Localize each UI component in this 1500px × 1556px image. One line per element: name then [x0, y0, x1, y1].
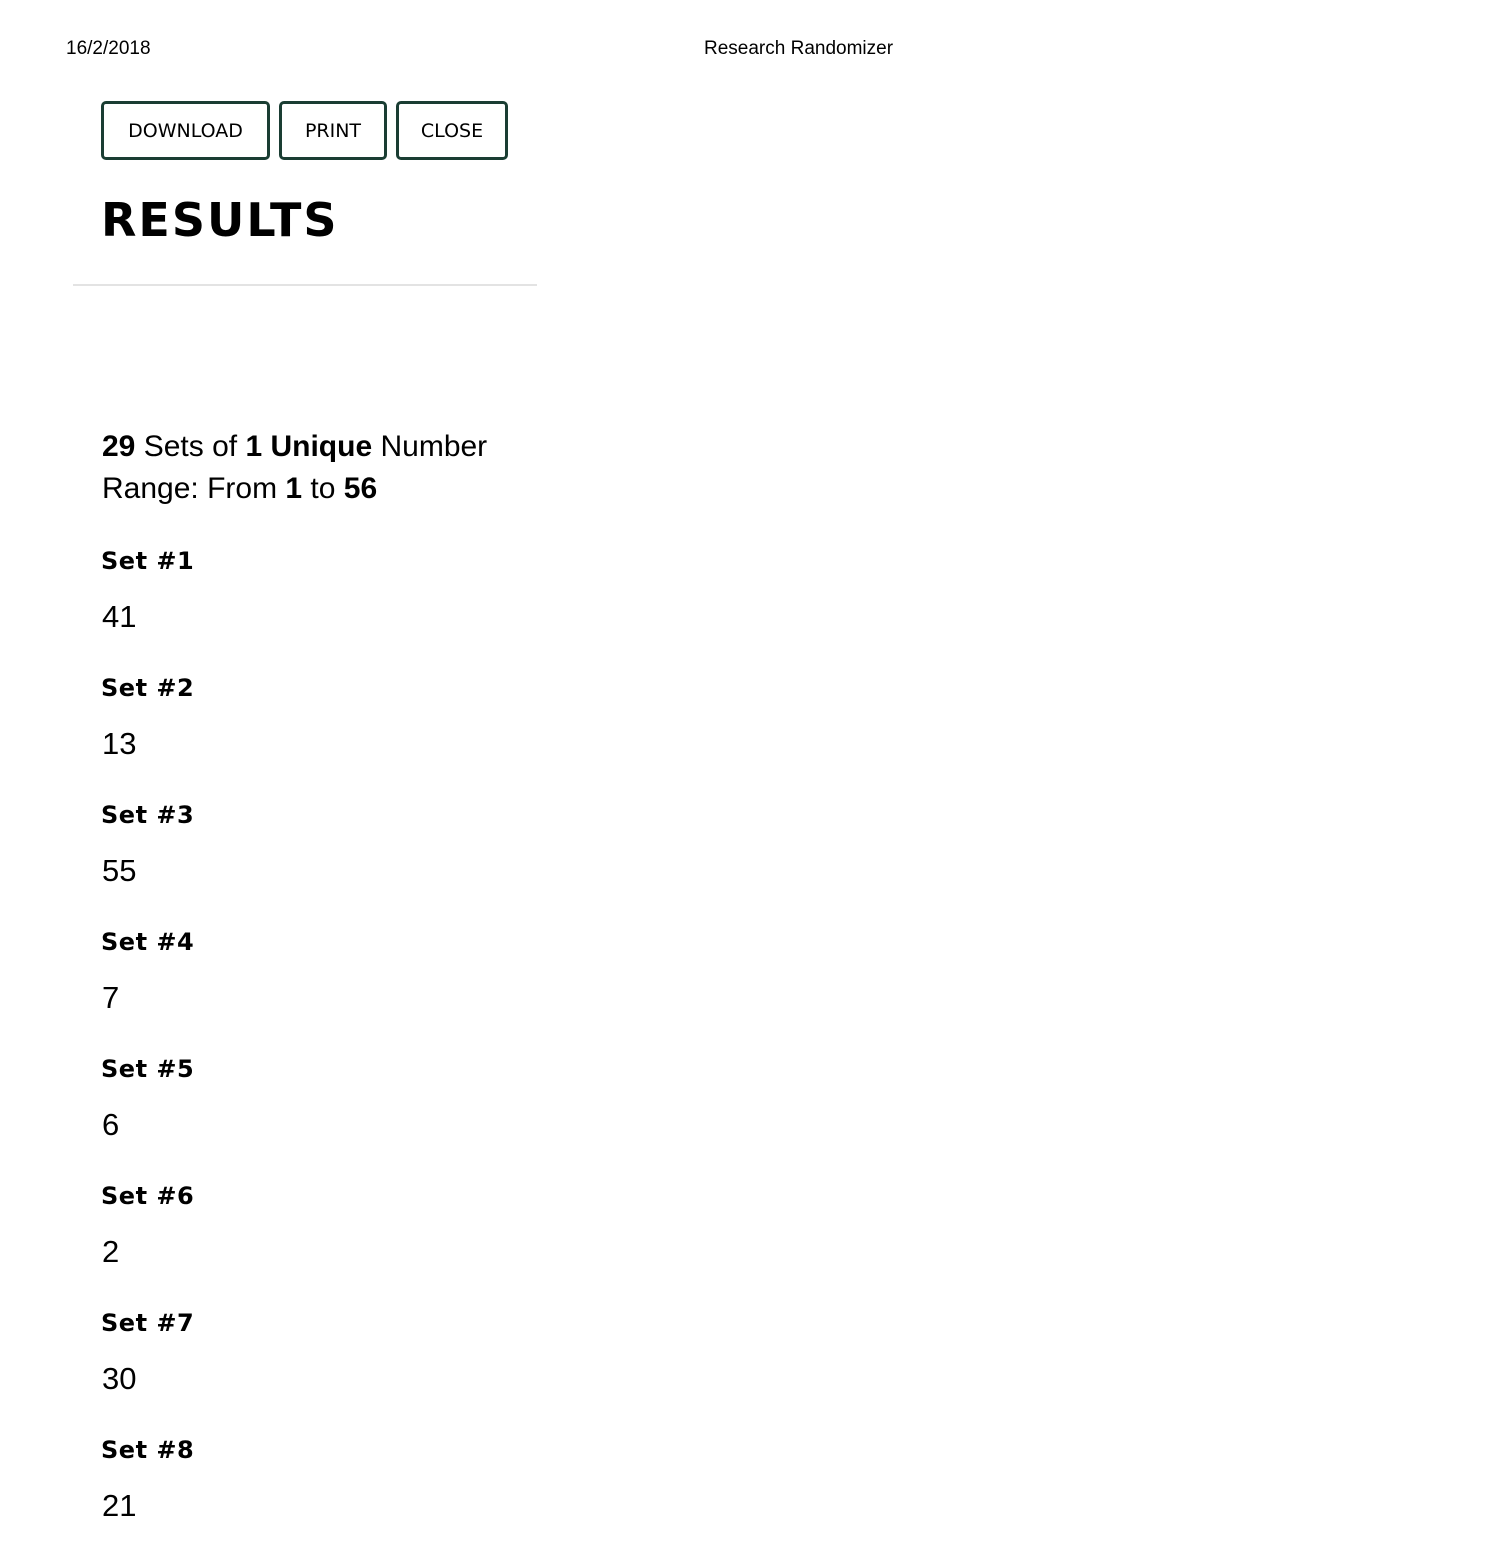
- set-label: Set #6: [101, 1182, 195, 1210]
- print-button[interactable]: PRINT: [279, 101, 387, 160]
- range-line: [102, 468, 487, 510]
- set-label: Set #8: [101, 1436, 195, 1464]
- set-label: Set #4: [101, 928, 195, 956]
- download-button[interactable]: DOWNLOAD: [101, 101, 270, 160]
- range-from: 1: [285, 472, 303, 505]
- set-label: Set #7: [101, 1309, 195, 1337]
- set-value: 6: [102, 1107, 120, 1142]
- page-title: RESULTS: [101, 193, 339, 247]
- range-to-word: to: [302, 472, 344, 505]
- unique-word: Unique: [270, 430, 373, 463]
- print-header: [0, 37, 1500, 61]
- sets-summary-line: [102, 426, 487, 468]
- set-value: 30: [102, 1361, 137, 1396]
- number-word: Number: [372, 430, 488, 463]
- set-value: 13: [102, 726, 137, 761]
- set-label: Set #1: [101, 547, 195, 575]
- unique-count: 1: [245, 430, 263, 463]
- set-value: 2: [102, 1234, 120, 1269]
- range-to: 56: [343, 472, 378, 505]
- sets-text: Sets of: [135, 430, 246, 463]
- print-date: 16/2/2018: [66, 38, 151, 59]
- set-label: Set #2: [101, 674, 195, 702]
- close-button[interactable]: CLOSE: [396, 101, 508, 160]
- results-summary: [102, 426, 487, 510]
- set-label: Set #3: [101, 801, 195, 829]
- toolbar: [101, 101, 508, 160]
- divider: [73, 284, 537, 286]
- range-prefix: Range: From: [102, 472, 286, 505]
- set-label: Set #5: [101, 1055, 195, 1083]
- set-value: 41: [102, 599, 137, 634]
- set-value: 7: [102, 980, 120, 1015]
- sets-count: 29: [102, 430, 136, 463]
- set-value: 55: [102, 853, 137, 888]
- set-value: 21: [102, 1488, 137, 1523]
- print-title: Research Randomizer: [704, 38, 894, 59]
